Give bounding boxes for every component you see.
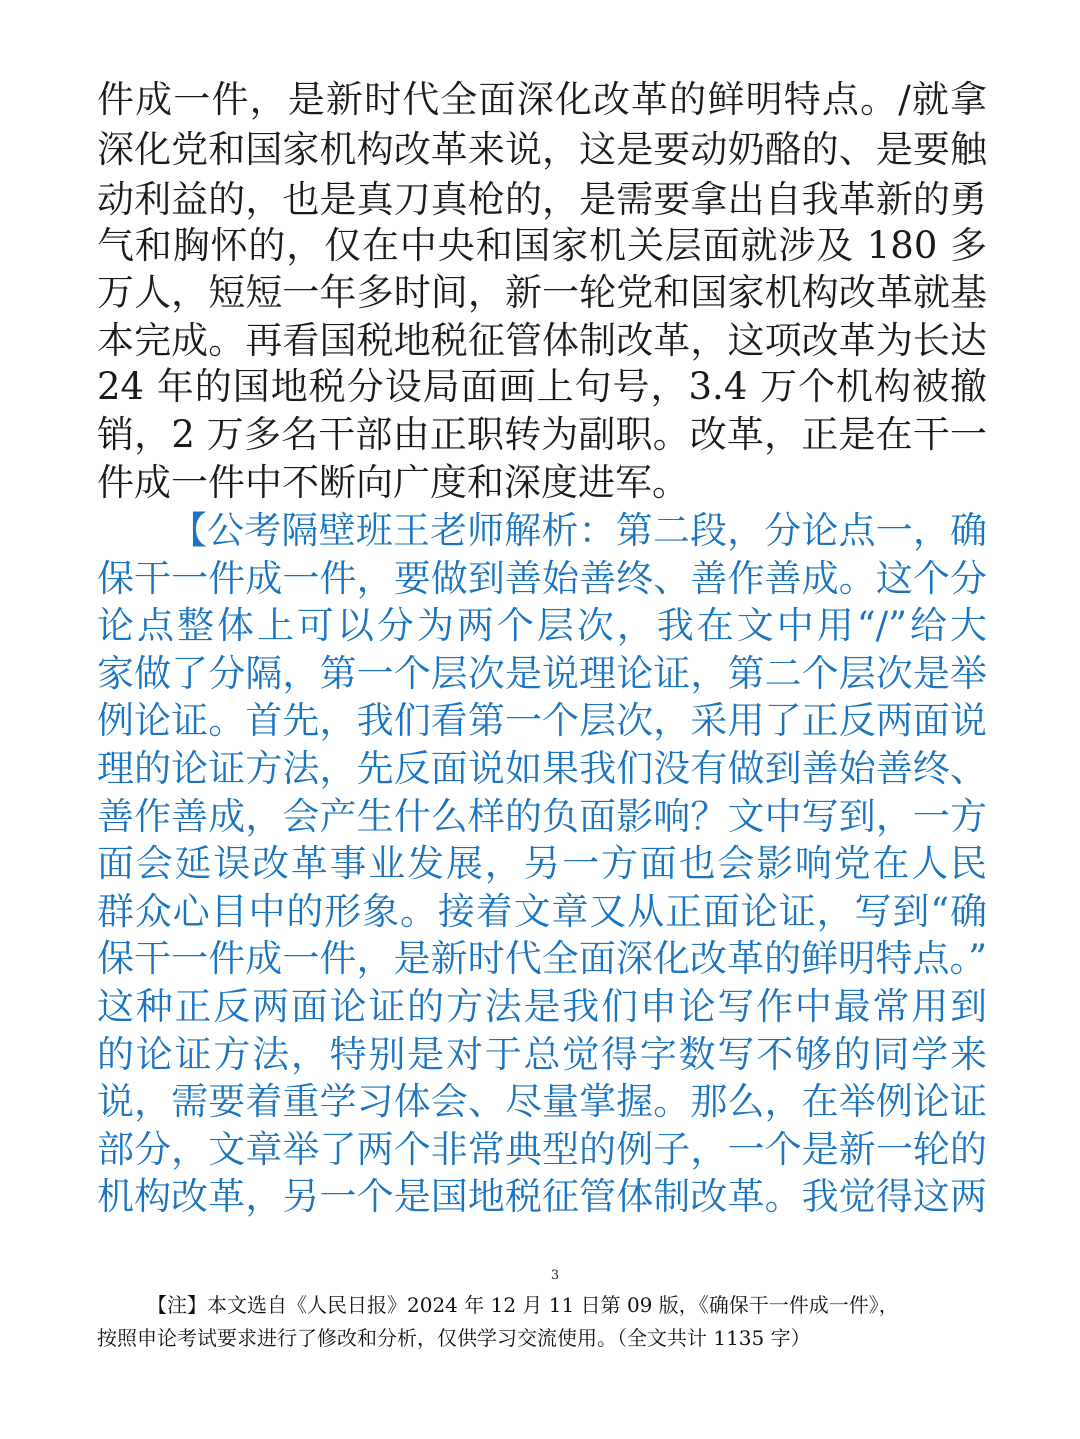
body-line: 深化党和国家机构改革来说，这是要动奶酪的、是要触 [97, 128, 987, 171]
body-line: 件成一件中不断向广度和深度进军。 [97, 461, 689, 504]
body-line: 动利益的，也是真刀真枪的，是需要拿出自我革新的勇 [97, 178, 987, 221]
analysis-line: 善作善成，会产生什么样的负面影响？文中写到，一方 [97, 795, 987, 838]
analysis-line: 家做了分隔，第一个层次是说理论证，第二个层次是举 [97, 652, 987, 695]
analysis-line: 说，需要着重学习体会、尽量掌握。那么，在举例论证 [97, 1080, 987, 1123]
analysis-line: 保干一件成一件，是新时代全面深化改革的鲜明特点。” [97, 937, 987, 980]
analysis-line: 机构改革，另一个是国地税征管体制改革。我觉得这两 [97, 1175, 987, 1218]
analysis-line: 的论证方法，特别是对于总觉得字数写不够的同学来 [97, 1033, 987, 1076]
body-line: 气和胸怀的，仅在中央和国家机关层面就涉及 180 多 [97, 224, 987, 267]
analysis-line: 部分，文章举了两个非常典型的例子，一个是新一轮的 [97, 1128, 987, 1171]
analysis-line: 【公考隔壁班王老师解析：第二段，分论点一，确 [170, 509, 987, 552]
body-line: 24 年的国地税分设局面画上句号，3.4 万个机构被撤 [97, 365, 987, 408]
analysis-line: 保干一件成一件，要做到善始善终、善作善成。这个分 [97, 557, 987, 600]
analysis-line: 面会延误改革事业发展，另一方面也会影响党在人民 [97, 842, 987, 885]
body-line: 件成一件，是新时代全面深化改革的鲜明特点。/就拿 [97, 78, 987, 121]
page-number: 3 [550, 1268, 560, 1283]
footnote-line: 【注】本文选自《人民日报》2024 年 12 月 11 日第 09 版，《确保干一件成一件》， [147, 1293, 899, 1317]
analysis-line: 理的论证方法，先反面说如果我们没有做到善始善终、 [97, 747, 987, 790]
analysis-line: 论点整体上可以分为两个层次，我在文中用“/”给大 [97, 604, 987, 647]
analysis-line: 群众心目中的形象。接着文章又从正面论证，写到“确 [97, 890, 987, 933]
analysis-line: 例论证。首先，我们看第一个层次，采用了正反两面说 [97, 699, 987, 742]
body-line: 万人，短短一年多时间，新一轮党和国家机构改革就基 [97, 271, 987, 314]
body-line: 销，2 万多名干部由正职转为副职。改革，正是在干一 [97, 413, 987, 456]
analysis-line: 这种正反两面论证的方法是我们申论写作中最常用到 [97, 985, 987, 1028]
body-line: 本完成。再看国税地税征管体制改革，这项改革为长达 [97, 319, 987, 362]
footnote-line: 按照申论考试要求进行了修改和分析，仅供学习交流使用。（全文共计 1135 字） [97, 1326, 811, 1350]
